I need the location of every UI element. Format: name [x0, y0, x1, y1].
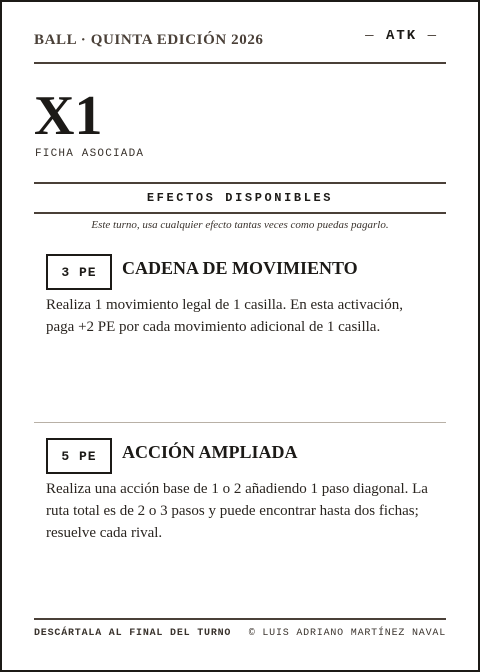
- card-header: [34, 28, 446, 64]
- card-code: X1: [34, 85, 103, 147]
- type-tag-label: ATK: [385, 28, 418, 44]
- effect-description: Realiza 1 movimiento legal de 1 casilla. En esta activación, paga +2 PE por cada movimiento adicional de 1 casilla.: [46, 297, 403, 335]
- card-subtitle: FICHA ASOCIADA: [35, 148, 145, 160]
- cost-badge: 3 PE: [46, 254, 112, 290]
- tag-dash-right: —: [417, 28, 438, 44]
- effect-title: CADENA DE MOVIMIENTO: [122, 258, 358, 278]
- credit-line: © LUIS ADRIANO MARTÍNEZ NAVAL: [248, 628, 446, 639]
- type-tag: [365, 28, 438, 44]
- effect-description: Realiza una acción base de 1 o 2 añadiendo 1 paso diagonal. La ruta total es de 2 o 3 pasos y puede encontrar hasta dos fichas; resuelve cada rival.: [46, 481, 428, 541]
- card-footer: [34, 618, 446, 644]
- cost-badge: 5 PE: [46, 438, 112, 474]
- section-note: Este turno, usa cualquier efecto tantas veces como puedas pagarlo.: [91, 219, 389, 231]
- tag-dash-left: —: [365, 28, 386, 44]
- series-label: BALL · QUINTA EDICIÓN 2026: [34, 32, 264, 48]
- effect-title: ACCIÓN AMPLIADA: [122, 442, 298, 462]
- discard-instruction: DESCÁRTALA AL FINAL DEL TURNO: [34, 628, 232, 639]
- section-title: EFECTOS DISPONIBLES: [34, 182, 446, 214]
- effect-divider: [34, 422, 446, 423]
